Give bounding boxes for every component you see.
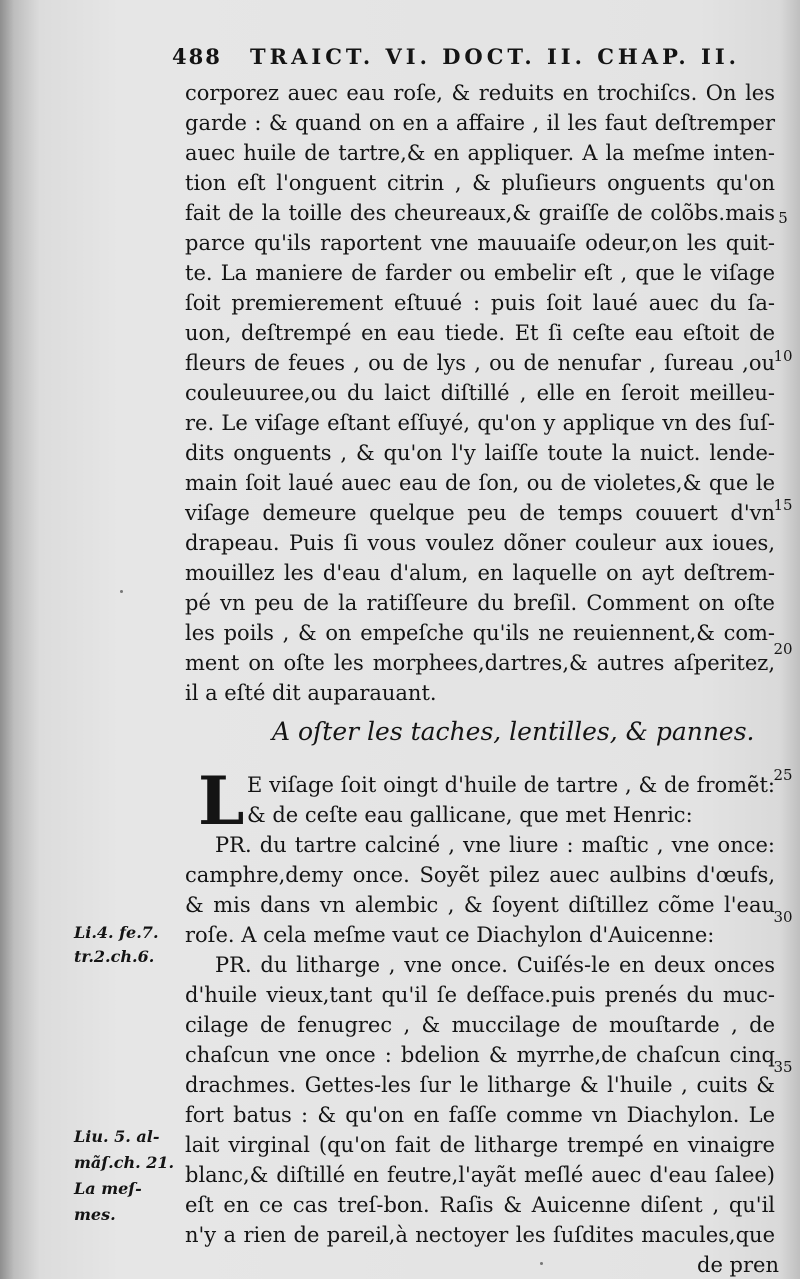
line-number: 5 [778, 209, 788, 227]
line-number: 20 [773, 640, 793, 658]
line-number: 35 [773, 1058, 793, 1076]
margin-citation: La meſ- [74, 1179, 142, 1198]
page-number: 488 [172, 44, 222, 69]
text-line: viſage demeure quelque peu de temps couuert d'vn [185, 501, 775, 525]
running-title: TRAICT. VI. DOCT. II. CHAP. II. [250, 44, 740, 69]
text-line: les poils , & on empeſche qu'ils ne reuiennent,& com- [185, 621, 775, 645]
text-line: cilage de fenugrec , & muccilage de mouſtarde , de [185, 1013, 775, 1037]
text-line: drachmes. Gettes-les ſur le litharge & l'huile , cuits & [185, 1073, 775, 1097]
text-line: auec huile de tartre,& en appliquer. A la meſme inten- [185, 141, 775, 165]
text-line: re. Le viſage eſtant eſſuyé, qu'on y applique vn des ſuſ- [185, 411, 775, 435]
text-line: main ſoit laué auec eau de ſon, ou de violetes,& que le [185, 471, 775, 495]
text-line: eſt en ce cas treſ-bon. Raſis & Auicenne diſent , qu'il [185, 1193, 775, 1217]
margin-citation: Liu. 5. al- [74, 1127, 160, 1146]
text-line: drapeau. Puis ſi vous voulez dõner couleur aux ioues, [185, 531, 775, 555]
text-line: fleurs de feues , ou de lys , ou de nenufar , ſureau ,ou [185, 351, 775, 375]
running-header [172, 44, 782, 78]
text-line: d'huile vieux,tant qu'il ſe deſface.puis prenés du muc- [185, 983, 775, 1007]
text-line: te. La maniere de farder ou embelir eſt , que le viſage [185, 261, 775, 285]
line-number: 15 [773, 496, 793, 514]
text-line: ment on oſte les morphees,dartres,& autres aſperitez, [185, 651, 775, 675]
text-line: ſoit premierement eſtuué : puis ſoit laué auec du ſa- [185, 291, 775, 315]
text-line: couleuuree,ou du laict diſtillé , elle en ſeroit meilleu- [185, 381, 775, 405]
margin-citation: tr.2.ch.6. [74, 947, 155, 966]
text-line: tion eſt l'onguent citrin , & pluſieurs onguents qu'on [185, 171, 775, 195]
text-line: il a eſté dit auparauant. [185, 681, 437, 705]
text-line: dits onguents , & qu'on l'y laiſſe toute la nuict. lende- [185, 441, 775, 465]
margin-citation: Li.4. fe.7. [74, 923, 159, 942]
drop-cap: L [198, 762, 245, 840]
ink-speck [540, 1262, 543, 1265]
section-heading: A oſter les taches, lentilles, & pannes. [272, 717, 755, 746]
margin-citation: mes. [74, 1205, 116, 1224]
text-line: fait de la toille des cheureaux,& graiſſe de colõbs.mais [185, 201, 775, 225]
text-line: camphre,demy once. Soyẽt pilez auec aulbins d'œufs, [185, 863, 775, 887]
text-line: pé vn peu de la ratiſſeure du breſil. Comment on oſte [185, 591, 775, 615]
text-line: de pren [697, 1253, 779, 1277]
text-line: PR. du litharge , vne once. Cuiſés-le en deux onces [215, 953, 775, 977]
line-number: 10 [773, 347, 793, 365]
text-line: garde : & quand on en a affaire , il les faut deſtremper [185, 111, 775, 135]
text-line: uon, deſtrempé en eau tiede. Et ſi ceſte eau eſtoit de [185, 321, 775, 345]
text-line: mouillez les d'eau d'alum, en laquelle on ayt deſtrem- [185, 561, 775, 585]
text-line: & de ceſte eau gallicane, que met Henric: [247, 803, 693, 827]
text-line: E viſage ſoit oingt d'huile de tartre , & de fromẽt: [247, 773, 775, 797]
text-line: blanc,& diſtillé en feutre,l'ayãt meſlé auec d'eau ſalee) [185, 1163, 775, 1187]
margin-citation: mãſ.ch. 21. [74, 1153, 175, 1172]
text-line: PR. du tartre calciné , vne liure : maſtic , vne once: [215, 833, 775, 857]
text-line: roſe. A cela meſme vaut ce Diachylon d'Auicenne: [185, 923, 715, 947]
text-line: lait virginal (qu'on fait de litharge trempé en vinaigre [185, 1133, 775, 1157]
text-line: corporez auec eau roſe, & reduits en trochiſcs. On les [185, 81, 775, 105]
ink-speck [120, 590, 123, 593]
text-line: parce qu'ils raportent vne mauuaiſe odeur,on les quit- [185, 231, 775, 255]
line-number: 25 [773, 766, 793, 784]
text-line: fort batus : & qu'on en faſſe comme vn Diachylon. Le [185, 1103, 775, 1127]
text-line: n'y a rien de pareil,à nectoyer les ſuſdites macules,que [185, 1223, 775, 1247]
text-line: & mis dans vn alembic , & ſoyent diſtillez cõme l'eau [185, 893, 775, 917]
line-number: 30 [773, 908, 793, 926]
text-line: chaſcun vne once : bdelion & myrrhe,de chaſcun cinq [185, 1043, 775, 1067]
